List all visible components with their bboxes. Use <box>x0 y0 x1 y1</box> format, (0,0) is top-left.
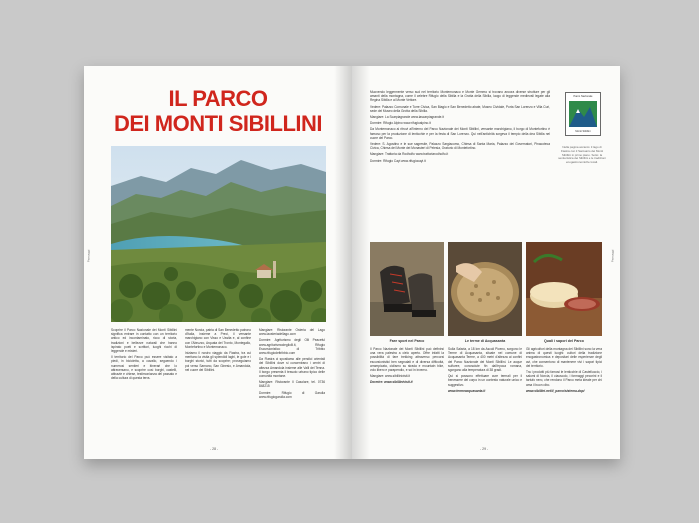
article-title-line1: IL PARCO <box>168 86 268 111</box>
article-title-line2: DEI MONTI SIBILLINI <box>113 111 323 136</box>
park-logo: Parco Nazionale Monti Sibillini <box>565 92 601 136</box>
hiking-boots-photo <box>370 242 444 336</box>
caption-sport: Fare sport nel Parco <box>389 339 425 343</box>
left-column-3: Mangiare: Ristorante Osteria del Lago www.laosteriadellago.com Dormire: Agriturismo degli Olli Peaceful www.agriturismodegliolli.it, Rifugio Escursionistico di Tribbio www.rifugiodeltribbio.com Da Fiastra ci spostiamo alle pendici orientali del Sibillini dove si concentrano i centri di altezza Amandola insieme alle Valli del Tenna. Il borgo presenta il tessuto urbano tipico delle comunità montane. Mangiare: Ristorante Il Casolare, tel. 0736 848215 Dormire: Rifugio di Garulla www.rifugiogarulla.com <box>259 328 325 399</box>
section-side-label: Paesaggi <box>86 249 91 263</box>
cheese-salami-photo <box>526 242 602 336</box>
sapori-link[interactable]: www.sibillini.net/il_parco/sistema-dop/ <box>526 388 585 393</box>
right-column-3: Gli agricoltori della montagna dei Sibillini sono la vera anima di questi luoghi: cultori della tradizione enogastronomica e depositari delle esperienze degli avi, che consentono di mantenere vivi i sapori tipici del territorio. Tra i prodotti più famosi le lenticchie di Castelluccio, i salumi di Norcia, il ciauscolo, i formaggi pecorini e il tartufo nero, che rendono il Parco meta ideale per chi ama il buon cibo. www.sibillini.net/il_parco/sistema-dop/ <box>526 347 602 393</box>
logo-caption: Nella pagina accanto: il lago di Fiastra con il Santuario dei Monti Sibillini in primo piano. Sotto: la sentieristica dei Sibillini e le tradizioni enogastronomiche locali. <box>558 145 606 165</box>
right-column-2: Sulla Salaria, a 18 km da Ascoli Piceno, sorgono le Terme di Acquasanta, situate nel comune di Acquasanta Terme, a 400 metri d'altezza ai confini del Parco Nazionale dei Monti Sibillini. Le acque sulfuree, conosciute fin dall'epoca romana, sgorgano alla temperatura di 38 gradi. Qui si possono effettuare cure termali per il benessere del corpo in un contesto naturale unico e suggestivo. www.termeacquasanta.it <box>448 347 522 393</box>
spine-shadow <box>334 66 352 459</box>
right-page <box>352 66 620 459</box>
magazine-spread <box>84 66 620 459</box>
left-page <box>84 66 352 459</box>
caption-terme: Le terme di Acquasanta <box>464 339 506 343</box>
section-side-label-right: Paesaggi <box>610 249 615 263</box>
lake-landscape-photo <box>111 146 326 322</box>
left-column-2: mente Norcia, patria di San Benedetto patrono d'Italia, insieme a Preci, il versante marchigiano con Visso e Ussita e, al confine con l'Abruzzo, Arquata del Tronto, Montegallo, Montefortino e Montemonaco. Iniziamo il nostro viaggio da Fiastra, tra cui meritano la visita gli splendidi laghi, le gole e i borghi storici, tutti da scoprire; proseguiamo poi verso Sarnano, San Ginesio, e Amandola, nel cuore dei Sibillini. <box>185 328 251 372</box>
lentils-photo <box>448 242 522 336</box>
right-column-1: Il Parco Nazionale dei Monti Sibillini può definirsi una vera palestra a cielo aperto. Offre infatti la possibilità di fare trekking attraverso percorsi escursionistici ben segnalati e di diversa difficoltà, arrampicata, ciclismo su strada e mountain bike, volo libero e parapendio, e sci in inverno. Mangiare: www.sibillinivisit.it Dormire: www.sibillinivisit.it <box>370 347 444 385</box>
right-top-text: Muovendo leggermente verso sud nel territorio Montemonaco e Monte Gemmo si trovano ancora diverse strutture per gli amanti della montagna, come il celebre Rifugio della Sibilla e la Grotta della Sibilla, luogo di leggende medievali legate alla Regina Sibilla e al Monte Vettore. Vedere: Palazzo Comunale e Torre Civica, San Biagio e San Benedetto abate, Museo Cividale, Porta San Lorenzo e Villa Curi, sede del Museo della Grotta della Sibilla. Mangiare: La Scarpiagrande www.lascarpiagrande.it Dormire: Rifugio Alpino www.rifugioalpino.it Da Montemonaco ai ritrovi all'interno del Parco Nazionale dei Monti Sibillini, versante marchigiano, il borgo di Montefortino è famoso per la produzione di lenticchie e per la festa di San Lorenzo. Qui nell'antichità sorgeva il tempio della dea Sibilla nel cuore del Parco. Vedere: S. Agostino e le sue sagrestie, Palazzo Sargiacomo, Chiesa di Santa Maria, Palazzo dei Governatori, Pinacoteca Civica, Chiesa del Monte dei Monasteri di Pelesia, Oratorio di Montefortino. Mangiare: Trattoria da Rodholfo www.trattoriarodholfo.it Dormire: Rifugio Cayi www.rifugiocayi.it <box>370 90 550 163</box>
page-number-right: - 29 - <box>480 447 489 451</box>
terme-link[interactable]: www.termeacquasanta.it <box>448 388 486 393</box>
caption-sapori: Quali i sapori del Parco <box>544 339 584 343</box>
left-column-1: Scoprire il Parco Nazionale dei Monti Sibillini significa entrare in contatto con un territorio antico ed incontaminato, ricco di storia, tradizioni e bellezze naturali che hanno ispirato poeti e scrittori, luoghi ricchi di leggende e misteri. Il territorio del Parco può essere visitato a piedi, in bicicletta, a cavallo, seguendo i numerosi sentieri e itinerari che lo attraversano, e scoprire così borghi, castelli, abbazie e chiese, testimonianza del passato e della cultura di questa terra. <box>111 328 177 381</box>
spine-shadow-right <box>352 66 370 459</box>
mountain-logo-icon <box>566 99 600 129</box>
page-number: - 28 - <box>210 447 219 451</box>
